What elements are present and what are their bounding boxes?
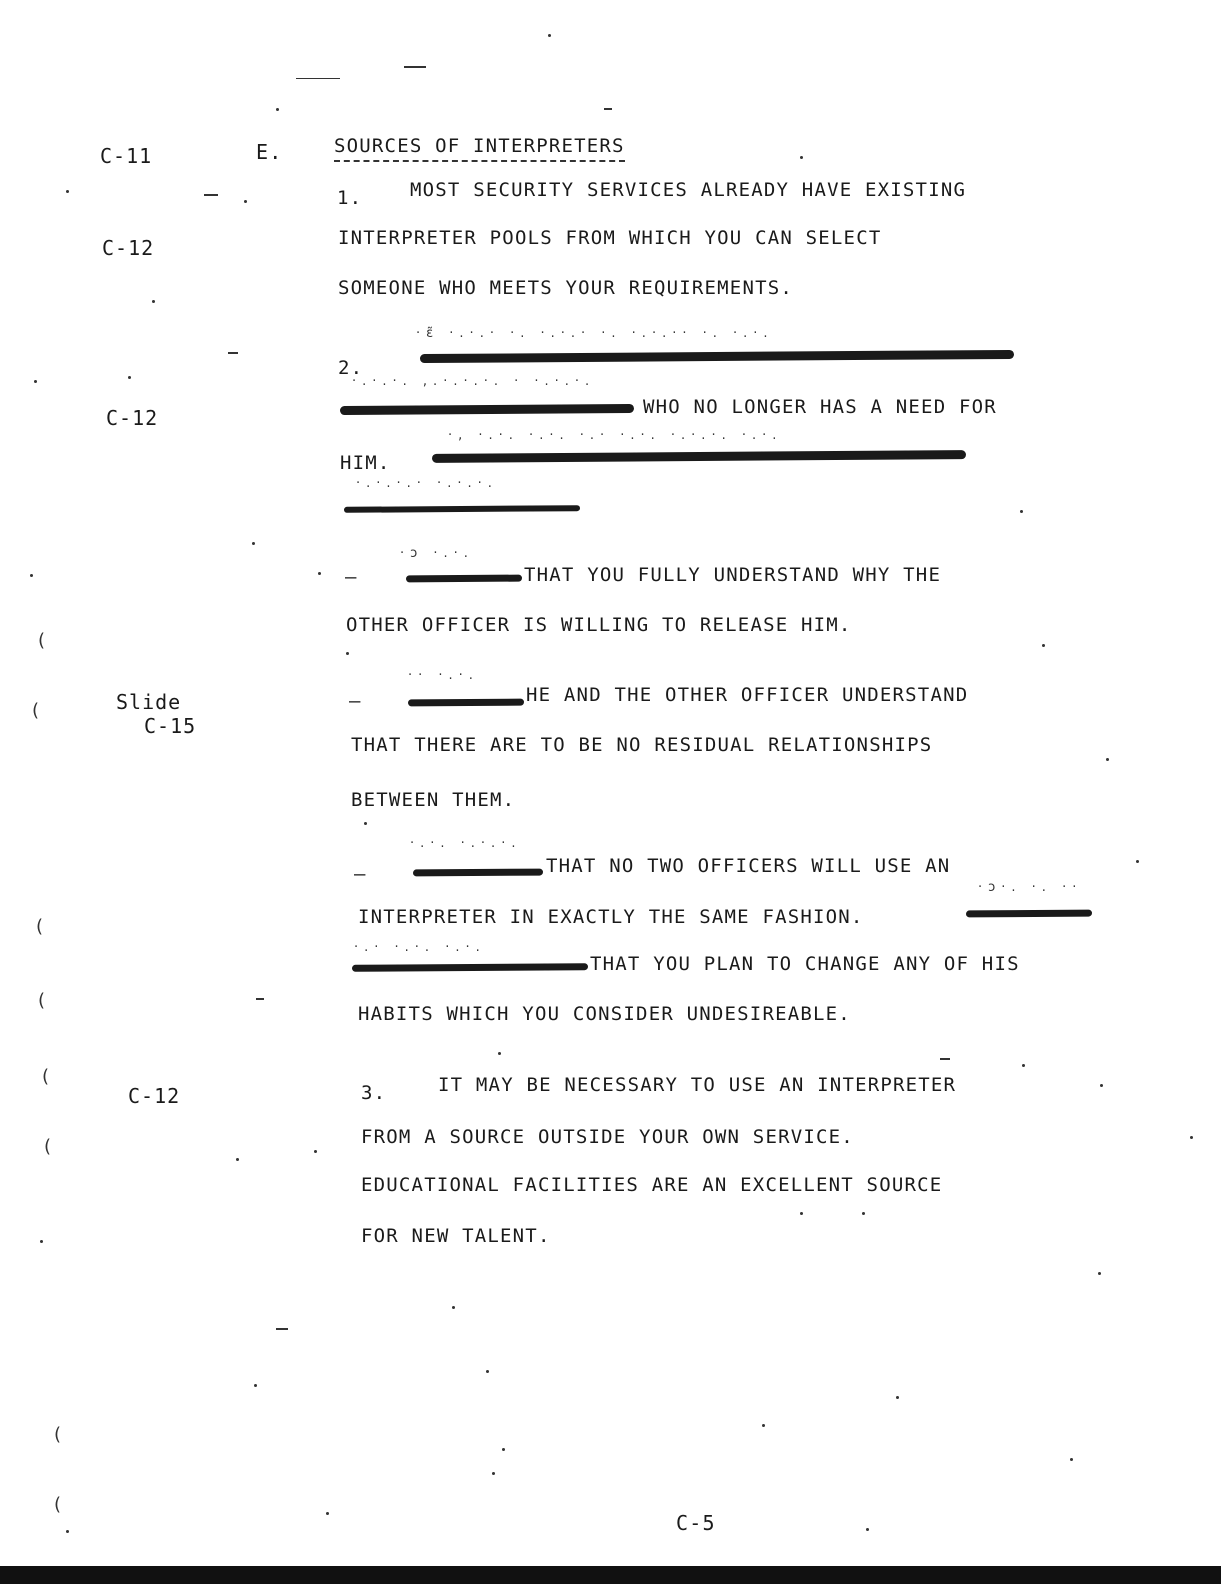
scan-speck (152, 300, 155, 303)
margin-label-c11: C-11 (100, 144, 153, 168)
scan-speck (548, 34, 551, 37)
bullet2-line3: BETWEEN THEM. (351, 789, 516, 811)
margin-label-slide: Slide (116, 690, 182, 714)
scan-speck (492, 1472, 495, 1475)
bullet2-line1: HE AND THE OTHER OFFICER UNDERSTAND (526, 684, 969, 706)
item2-line3: HIM. (340, 452, 391, 474)
margin-label-c12-third: C-12 (128, 1084, 181, 1108)
redaction-bar (413, 869, 543, 877)
scan-speck (318, 572, 321, 575)
edge-mark: ( (38, 630, 46, 651)
handwritten-annotation: ·ɔ·. ·. ·· (978, 880, 1083, 895)
edge-mark: ( (54, 1494, 62, 1515)
section-title: SOURCES OF INTERPRETERS (334, 135, 625, 162)
bullet1-dash: – (345, 566, 358, 588)
scan-speck (30, 574, 33, 577)
scan-speck (314, 1150, 317, 1153)
scan-speck (228, 352, 238, 354)
scan-speck (1020, 510, 1023, 513)
scan-speck (866, 1528, 869, 1531)
handwritten-annotation: ·ɛ̃ ·.·.· ·. ·.·.· ·. ·.·.·· ·. ·.·. (416, 326, 774, 341)
margin-label-c12-first: C-12 (102, 236, 155, 260)
scan-speck (256, 998, 264, 1000)
scan-speck (34, 380, 37, 383)
bullet1-line1: THAT YOU FULLY UNDERSTAND WHY THE (524, 564, 942, 586)
scan-speck (1070, 1458, 1073, 1461)
edge-mark: ( (44, 1136, 52, 1157)
scan-speck (1190, 1136, 1193, 1139)
item1-number: 1. (337, 187, 363, 209)
bullet2-dash: – (349, 690, 362, 712)
item2-line2: WHO NO LONGER HAS A NEED FOR (643, 396, 997, 418)
item3-line3: EDUCATIONAL FACILITIES ARE AN EXCELLENT SOURCE (361, 1174, 943, 1196)
scan-speck (502, 1448, 505, 1451)
redaction-bar (408, 699, 524, 707)
bullet3-line3: THAT YOU PLAN TO CHANGE ANY OF HIS (590, 953, 1020, 975)
scan-speck (276, 1328, 288, 1330)
scan-speck (252, 542, 255, 545)
item3-line2: FROM A SOURCE OUTSIDE YOUR OWN SERVICE. (361, 1126, 854, 1148)
page-number: C-5 (676, 1511, 716, 1535)
item3-line4: FOR NEW TALENT. (361, 1225, 551, 1247)
scan-speck (346, 652, 349, 655)
bullet3-line1: THAT NO TWO OFFICERS WILL USE AN (546, 855, 951, 877)
handwritten-annotation: ·.·.·.· ·.·.·. (356, 476, 498, 491)
scan-speck (940, 1058, 950, 1060)
item1-line3: SOMEONE WHO MEETS YOUR REQUIREMENTS. (338, 277, 794, 299)
bullet3-line2: INTERPRETER IN EXACTLY THE SAME FASHION. (358, 906, 864, 928)
scan-speck (862, 1212, 865, 1215)
redaction-bar (420, 350, 1014, 363)
handwritten-annotation: ·· ·.·. (408, 668, 479, 683)
scan-speck (762, 1424, 765, 1427)
scan-speck (604, 108, 612, 110)
edge-mark: ( (42, 1066, 50, 1087)
redaction-bar (340, 404, 634, 415)
redaction-bar (432, 450, 966, 463)
scan-speck (364, 822, 367, 825)
handwritten-annotation: ·.·.·. ,.·.·.·. · ·.·.·. (352, 374, 596, 389)
margin-label-c12-second: C-12 (106, 406, 159, 430)
scan-speck (66, 1530, 69, 1533)
scan-speck (1136, 860, 1139, 863)
item2-number: 2. (338, 357, 364, 379)
scan-speck (486, 1370, 489, 1373)
bullet3-dash: – (354, 863, 367, 885)
scan-speck (1098, 1272, 1101, 1275)
handwritten-annotation: ·.·. ·.·.·. (410, 836, 522, 851)
scan-speck (204, 194, 218, 196)
item1-line2: INTERPRETER POOLS FROM WHICH YOU CAN SELECT (338, 227, 882, 249)
handwritten-annotation: ·.· ·.·. ·.·. (354, 940, 486, 955)
scan-speck (236, 1158, 239, 1161)
scan-speck (404, 66, 426, 68)
redaction-bar (406, 575, 522, 583)
scan-speck (800, 156, 803, 159)
bullet2-line2: THAT THERE ARE TO BE NO RESIDUAL RELATIONSHIPS (351, 734, 933, 756)
scan-speck (1100, 1084, 1103, 1087)
scan-speck (276, 108, 279, 111)
scan-speck (254, 1384, 257, 1387)
redaction-bar (344, 505, 580, 513)
margin-label-c15: C-15 (144, 714, 197, 738)
item3-line1: IT MAY BE NECESSARY TO USE AN INTERPRETER (438, 1074, 957, 1096)
scan-speck (1042, 644, 1045, 647)
handwritten-annotation: ·ɔ ·.·. (400, 546, 474, 561)
scan-speck (66, 190, 69, 193)
scan-speck (244, 200, 247, 203)
scan-speck (896, 1396, 899, 1399)
bullet1-line2: OTHER OFFICER IS WILLING TO RELEASE HIM. (346, 614, 852, 636)
scan-speck (326, 1512, 329, 1515)
item1-line1: MOST SECURITY SERVICES ALREADY HAVE EXISTING (410, 179, 967, 201)
scan-speck (1022, 1064, 1025, 1067)
scan-speck (800, 1212, 803, 1215)
scan-speck (296, 78, 340, 79)
scan-speck (128, 376, 131, 379)
section-letter: E. (256, 140, 283, 164)
edge-mark: ( (38, 990, 46, 1011)
edge-mark: ( (32, 700, 40, 721)
edge-mark: ( (54, 1424, 62, 1445)
bullet3-line4: HABITS WHICH YOU CONSIDER UNDESIREABLE. (358, 1003, 851, 1025)
scan-speck (498, 1052, 501, 1055)
scan-border (0, 1566, 1221, 1584)
redaction-bar (352, 963, 588, 972)
item3-number: 3. (361, 1082, 387, 1104)
redaction-bar (966, 910, 1092, 918)
scan-speck (452, 1306, 455, 1309)
scan-speck (1106, 758, 1109, 761)
handwritten-annotation: ·, ·.·. ·.·. ·.· ·.·. ·.·.·. ·.·. (448, 428, 783, 443)
edge-mark: ( (36, 916, 44, 937)
scan-speck (40, 1240, 43, 1243)
